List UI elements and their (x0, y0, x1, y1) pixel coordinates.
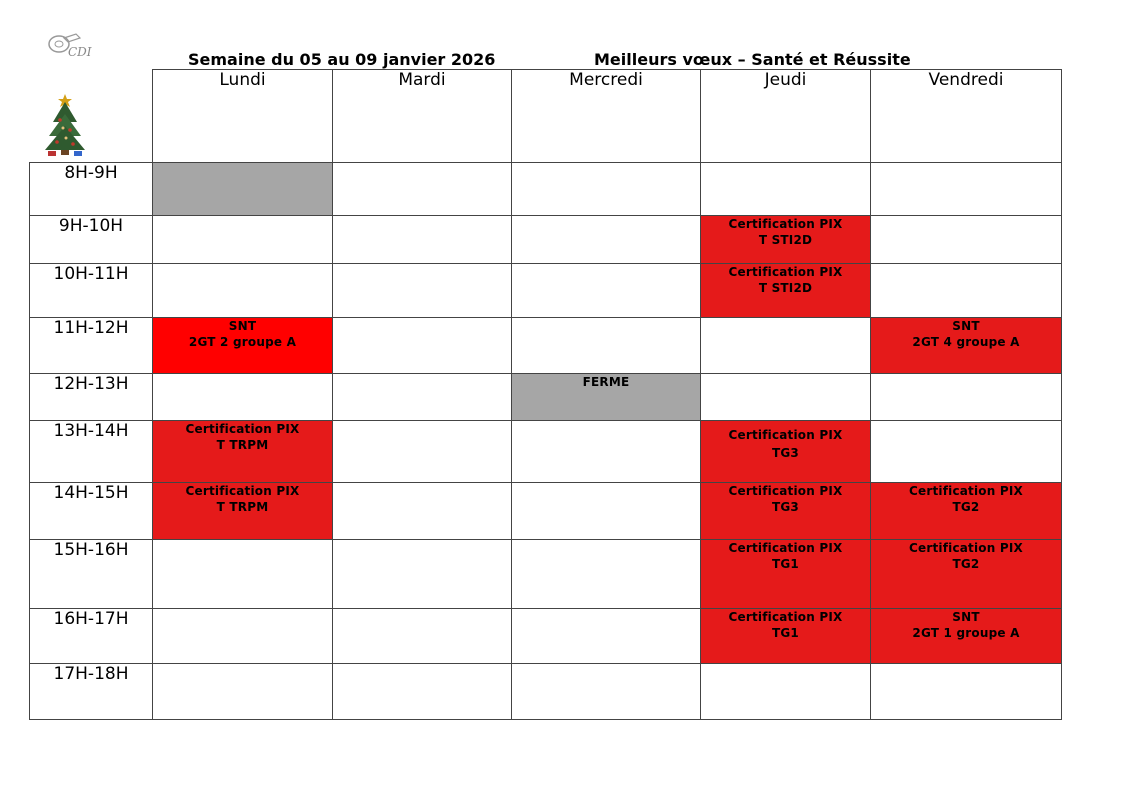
slot-empty (512, 216, 701, 264)
event-cell (871, 540, 1062, 609)
event-cell (701, 264, 871, 318)
slot-closed (153, 163, 333, 216)
slot-empty (512, 609, 701, 664)
corner-cell (30, 70, 153, 163)
table-row (30, 540, 1062, 609)
slot-empty (333, 609, 512, 664)
time-label: 12H-13H (30, 374, 153, 421)
event-cell (871, 318, 1062, 374)
event-title: Certification PIX (728, 610, 843, 624)
slot-empty (512, 421, 701, 483)
table-row (30, 318, 1062, 374)
event-cell (153, 318, 333, 374)
event-title: Certification PIX (185, 422, 300, 436)
time-label: 15H-16H (30, 540, 153, 609)
table-row (30, 264, 1062, 318)
time-label: 11H-12H (30, 318, 153, 374)
slot-empty (871, 374, 1062, 421)
time-label: 13H-14H (30, 421, 153, 483)
slot-empty (512, 318, 701, 374)
event-cell (701, 216, 871, 264)
slot-empty (512, 540, 701, 609)
event-group: T TRPM (216, 500, 269, 514)
slot-empty (871, 216, 1062, 264)
slot-empty (333, 374, 512, 421)
wishes-title: Meilleurs vœux – Santé et Réussite (594, 50, 911, 69)
event-group: T TRPM (216, 438, 269, 452)
slot-empty (333, 216, 512, 264)
event-group: 2GT 4 groupe A (912, 335, 1020, 349)
table-row (30, 664, 1062, 720)
slot-empty (871, 664, 1062, 720)
slot-empty (512, 664, 701, 720)
logo-text: CDI (68, 45, 92, 59)
event-group: TG3 (772, 446, 799, 460)
event-title: SNT (952, 319, 980, 333)
slot-empty (512, 264, 701, 318)
cdi-logo (46, 30, 110, 60)
slot-empty (153, 540, 333, 609)
slot-empty (333, 318, 512, 374)
slot-empty (701, 374, 871, 421)
slot-empty (871, 264, 1062, 318)
slot-empty (333, 264, 512, 318)
event-title: Certification PIX (909, 484, 1023, 498)
slot-empty (701, 664, 871, 720)
slot-empty (333, 421, 512, 483)
slot-empty (153, 264, 333, 318)
event-title: Certification PIX (909, 541, 1023, 555)
event-cell (153, 421, 333, 483)
slot-empty (701, 163, 871, 216)
day-header-lundi: Lundi (153, 70, 333, 163)
slot-empty (153, 609, 333, 664)
table-row (30, 216, 1062, 264)
event-group: T STI2D (758, 233, 813, 247)
event-title: Certification PIX (728, 428, 843, 442)
event-title: SNT (952, 610, 980, 624)
slot-empty (153, 374, 333, 421)
slot-empty (153, 216, 333, 264)
header-row (30, 70, 1062, 163)
table-row (30, 609, 1062, 664)
event-cell (701, 421, 871, 483)
time-label: 10H-11H (30, 264, 153, 318)
event-title: Certification PIX (728, 217, 843, 231)
event-cell (701, 540, 871, 609)
table-row (30, 483, 1062, 540)
event-cell (701, 483, 871, 540)
table-row (30, 374, 1062, 421)
closed-label: FERME (582, 375, 630, 389)
day-header-mercredi: Mercredi (512, 70, 701, 163)
day-header-jeudi: Jeudi (701, 70, 871, 163)
time-label: 16H-17H (30, 609, 153, 664)
event-group: TG2 (952, 500, 980, 514)
week-title: Semaine du 05 au 09 janvier 2026 (188, 50, 496, 69)
time-label: 14H-15H (30, 483, 153, 540)
time-label: 9H-10H (30, 216, 153, 264)
event-cell (871, 609, 1062, 664)
day-header-vendredi: Vendredi (871, 70, 1062, 163)
time-label: 17H-18H (30, 664, 153, 720)
slot-empty (333, 664, 512, 720)
event-group: T STI2D (758, 281, 813, 295)
table-row (30, 421, 1062, 483)
slot-empty (701, 318, 871, 374)
slot-empty (333, 163, 512, 216)
event-cell (701, 609, 871, 664)
event-group: 2GT 1 groupe A (912, 626, 1020, 640)
day-header-mardi: Mardi (333, 70, 512, 163)
schedule-table (29, 69, 1062, 720)
event-cell (153, 483, 333, 540)
slot-empty (333, 483, 512, 540)
event-group: 2GT 2 groupe A (188, 335, 297, 349)
table-row (30, 163, 1062, 216)
event-title: Certification PIX (728, 541, 843, 555)
time-label: 8H-9H (30, 163, 153, 216)
slot-closed (512, 374, 701, 421)
slot-empty (871, 163, 1062, 216)
event-title: SNT (228, 319, 257, 333)
slot-empty (512, 163, 701, 216)
christmas-tree-icon (40, 92, 90, 158)
event-group: TG3 (772, 500, 799, 514)
event-title: Certification PIX (185, 484, 300, 498)
slot-empty (333, 540, 512, 609)
event-title: Certification PIX (728, 265, 843, 279)
slot-empty (153, 664, 333, 720)
event-cell (871, 483, 1062, 540)
slot-empty (512, 483, 701, 540)
event-group: TG1 (772, 626, 799, 640)
event-group: TG1 (772, 557, 799, 571)
event-title: Certification PIX (728, 484, 843, 498)
event-group: TG2 (952, 557, 980, 571)
slot-empty (871, 421, 1062, 483)
